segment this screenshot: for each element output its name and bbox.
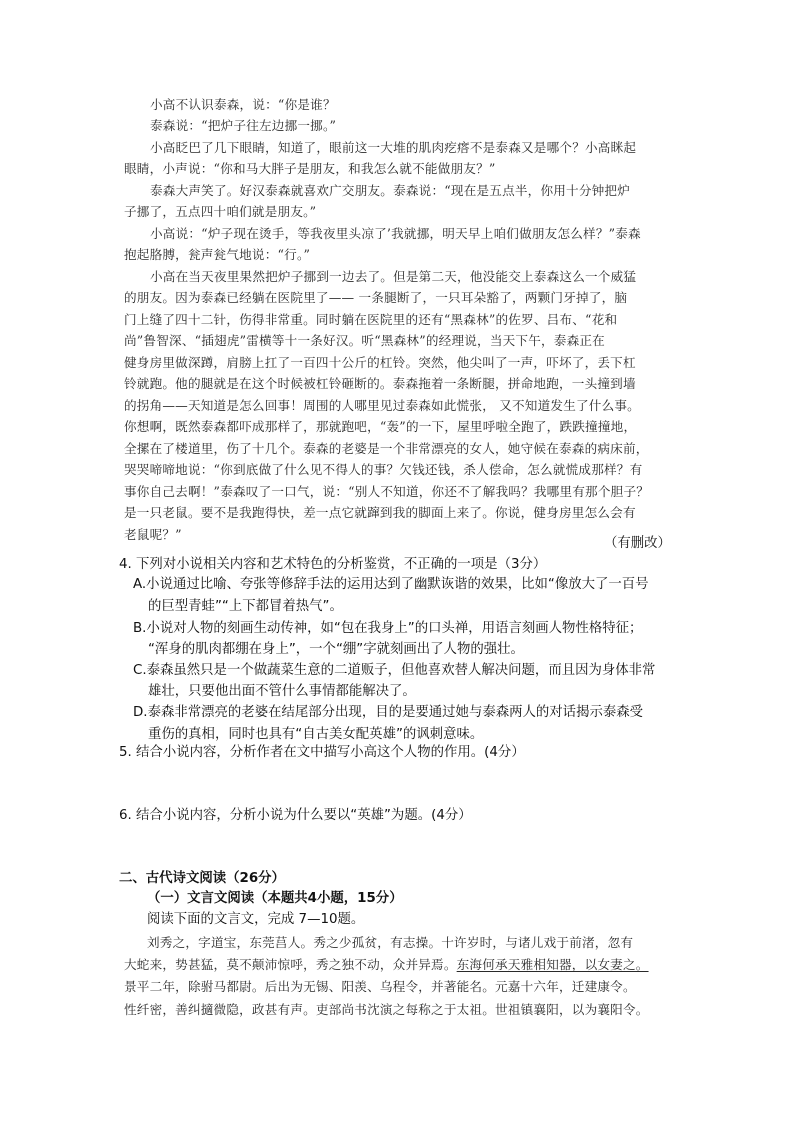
classical-text-line: 刘秀之，字道宝，东莞莒人。秀之少孤贫，有志操。十许岁时，与诸儿戏于前渚，忽有 (147, 935, 634, 950)
passage-line: 眼睛，小声说：“你和马大胖子是朋友，和我怎么就不能做朋友？” (124, 161, 496, 176)
passage-line: 子挪了，五点四十咱们就是朋友。” (124, 204, 317, 219)
passage-line: 事你自己去啊！”泰森叹了一口气，说：“别人不知道，你还不了解我吗？我哪里有那个胆子？ (124, 484, 650, 499)
option-b-cont: “浑身的肌肉都绷在身上”，一个“绷”字就刻画出了人物的强壮。 (148, 642, 524, 657)
passage-line: 尚”鲁智深、“插翅虎”雷横等十一条好汉。听“黑森林”的经理说，当天下午，泰森正在 (124, 333, 605, 348)
passage-line: 的拐角——天知道是怎么回事！周围的人哪里见过泰森如此慌张， 又不知道发生了什么事。 (124, 398, 640, 413)
passage-line: 小高在当天夜里果然把炉子挪到一边去了。但是第二天，他没能交上泰森这么一个威猛 (150, 269, 637, 284)
option-d: D.泰森非常漂亮的老婆在结尾部分出现，目的是要通过她与泰森两人的对话揭示泰森受 (133, 705, 644, 720)
passage-line: 哭哭啼啼地说：“你到底做了什么见不得人的事？欠钱还钱，杀人偿命，怎么就慌成那样？有 (124, 462, 643, 477)
question-5: 5. 结合小说内容，分析作者在文中描写小高这个人物的作用。(4分） (119, 745, 525, 760)
classical-text-line (124, 955, 649, 975)
subsection-title: （一）文言文阅读（本题共4小题，15分） (147, 891, 403, 906)
reading-instruction: 阅读下面的文言文，完成 7—10题。 (147, 912, 365, 927)
edit-note: （有删改） (604, 536, 671, 551)
passage-line: 的朋友。因为泰森已经躺在医院里了—— 一条腿断了，一只耳朵豁了，两颗门牙掉了，脑 (124, 290, 628, 305)
option-c: C.泰森虽然只是一个做蔬菜生意的二道贩子，但他喜欢替人解决问题，而且因为身体非常 (133, 663, 656, 678)
passage-line: 是一只老鼠。要不是我跑得快，差一点它就蹿到我的脚面上来了。你说，健身房里怎么会有 (124, 505, 636, 520)
option-b: B.小说对人物的刻画生动传神，如“包在我身上”的口头禅，用语言刻画人物性格特征； (133, 621, 643, 636)
passage-line: 老鼠呢？” (124, 527, 182, 542)
passage-line: 全摞在了楼道里，伤了十几个。泰森的老婆是一个非常漂亮的女人，她守候在泰森的病床前， (124, 441, 649, 456)
passage-line: 你想啊，既然泰森都吓成那样了，那就跑吧，“轰”的一下，屋里呼啦全跑了，跌跌撞撞地， (124, 419, 637, 434)
option-a-cont: 的巨型青蛙”“上下都冒着热气”。 (148, 599, 343, 614)
option-d-cont: 重伤的真相，同时也具有“自古美女配英雄”的讽刺意味。 (148, 727, 484, 742)
passage-line: 泰森大声笑了。好汉泰森就喜欢广交朋友。泰森说：“现在是五点半，你用十分钟把炉 (150, 183, 631, 198)
question-6: 6. 结合小说内容，分析小说为什么要以“英雄”为题。(4分） (119, 808, 472, 823)
passage-line: 健身房里做深蹲，肩膀上扛了一百四十公斤的杠铃。突然，他尖叫了一声，吓坏了，丢下杠 (124, 355, 636, 370)
passage-line: 铃就跑。他的腿就是在这个时候被杠铃砸断的。泰森拖着一条断腿，拼命地跑，一头撞到墙 (124, 376, 636, 391)
classical-text-line: 性纤密，善纠擿微隐，政甚有声。吏部尚书沈演之每称之于太祖。世祖镇襄阳，以为襄阳令。 (124, 1002, 649, 1017)
passage-line: 小高眨巴了几下眼睛，知道了，眼前这一大堆的肌肉疙瘩不是泰森又是哪个？小高眯起 (150, 140, 637, 155)
underlined-sentence: 东海何承天雅相知器，以女妻之。 (456, 957, 649, 972)
classical-text-line: 景平二年，除驸马都尉。后出为无锡、阳羡、乌程令，并著能名。元嘉十六年，迁建康令。 (124, 979, 636, 994)
passage-line: 抱起胳膊，瓮声瓮气地说：“行。” (124, 247, 311, 262)
classical-text-segment: 大蛇来，势甚猛，莫不颠沛惊呼，秀之独不动，众并异焉。 (124, 957, 457, 972)
question-stem: 4. 下列对小说相关内容和艺术特色的分析鉴赏，不正确的一项是（3分） (119, 557, 547, 572)
passage-line: 小高说：“炉子现在烫手，等我夜里头凉了’我就挪，明天早上咱们做朋友怎么样？”泰森 (150, 226, 641, 241)
option-c-cont: 雄壮，只要他出面不管什么事情都能解决了。 (148, 684, 416, 699)
passage-line: 小高不认识泰森，说：“你是谁？ (150, 97, 336, 112)
passage-line: 门上缝了四十二针，伤得非常重。同时躺在医院里的还有“黑森林”的佐罗、吕布、“花和 (124, 312, 618, 327)
option-a: A.小说通过比喻、夸张等修辞手法的运用达到了幽默诙谐的效果，比如“像放大了一百号 (133, 577, 649, 592)
section-title: 二、古代诗文阅读（26分） (119, 871, 285, 886)
passage-line: 泰森说：“把炉子往左边挪一挪。” (150, 118, 337, 133)
